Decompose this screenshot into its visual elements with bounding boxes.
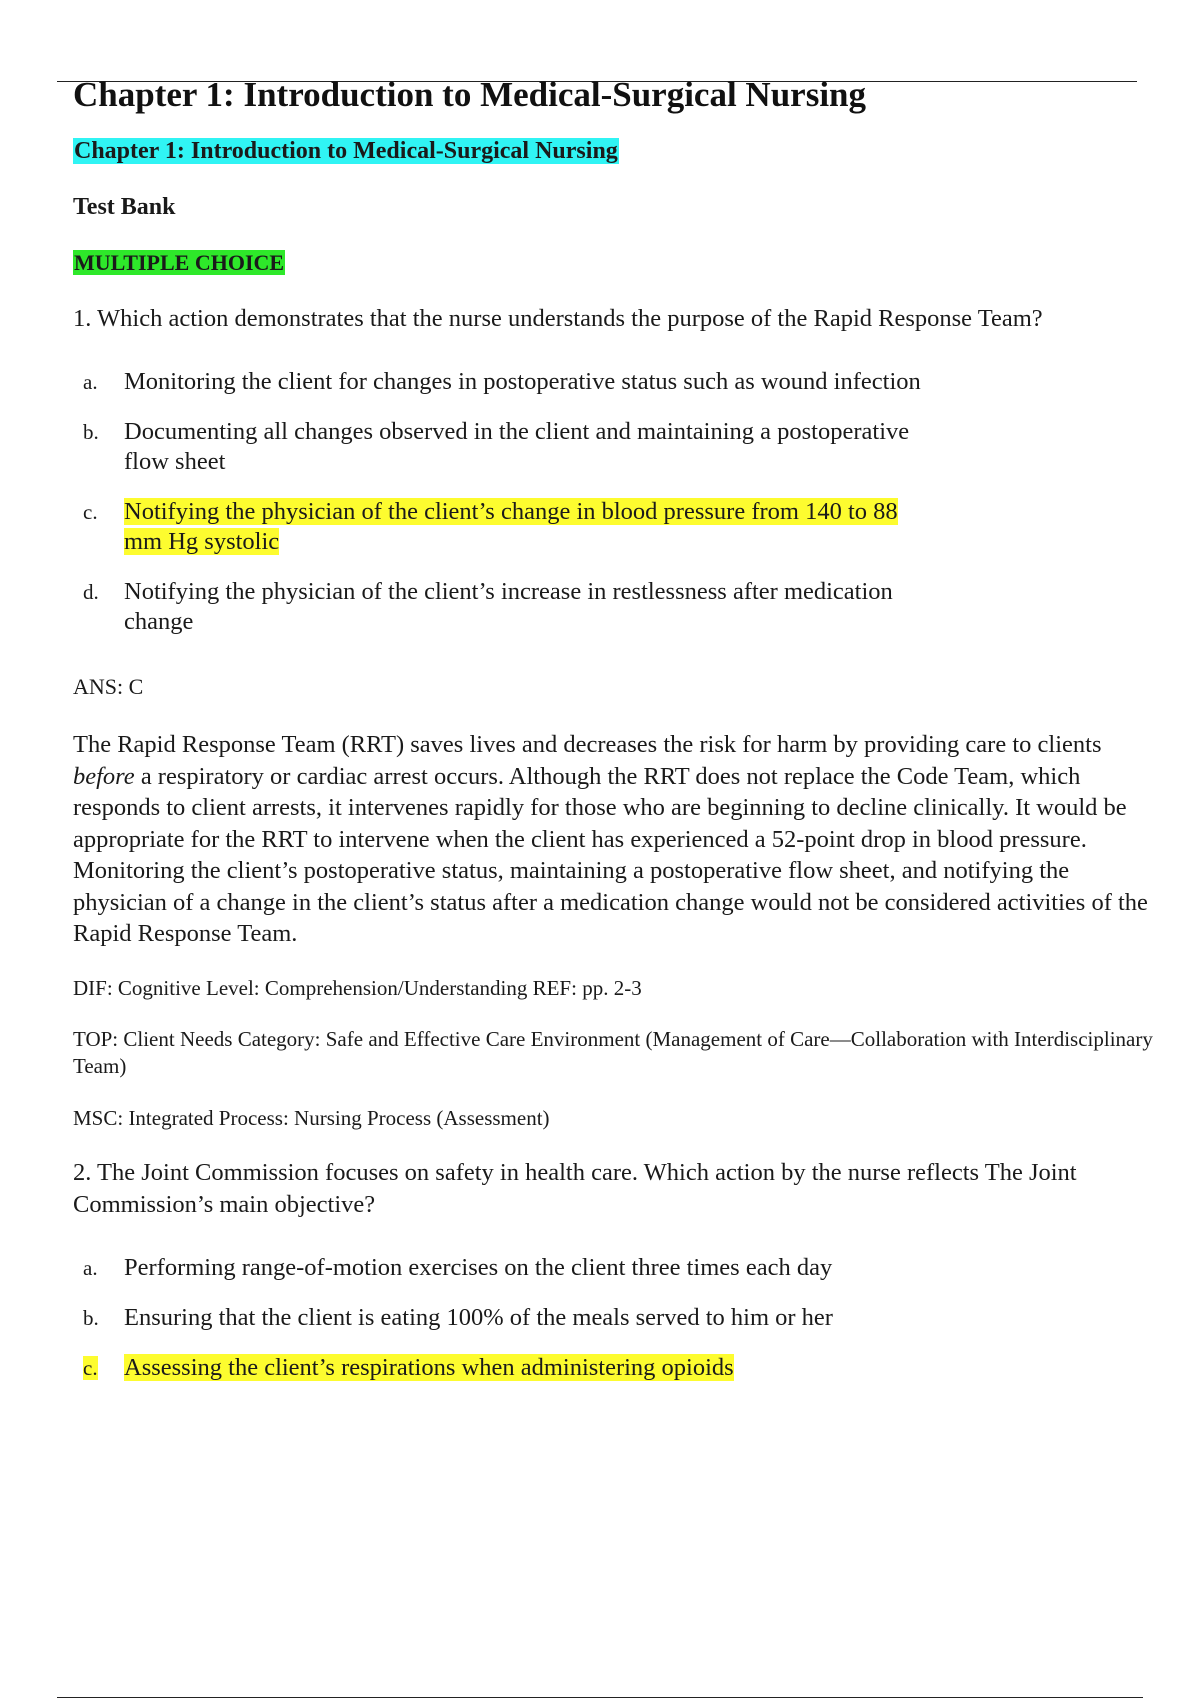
- msc-process: MSC: Integrated Process: Nursing Process (Assessment): [73, 1105, 550, 1130]
- option-text: Documenting all changes observed in the client and maintaining a postoperative flow sheet: [124, 418, 910, 475]
- question-2-options: [73, 1253, 1153, 1383]
- topic-category: TOP: Client Needs Category: Safe and Effective Care Environment (Management of Care—Collaboration with Interdisciplinary Team): [73, 1026, 1153, 1078]
- option-letter-wrapper: [73, 1353, 124, 1383]
- document-title: Chapter 1: Introduction to Medical-Surgical Nursing: [73, 75, 867, 114]
- option-1d: [73, 577, 1153, 637]
- option-text: Notifying the physician of the client’s increase in restlessness after medication change: [124, 578, 893, 635]
- option-2c-correct: [73, 1353, 1153, 1383]
- option-letter: a.: [83, 1255, 98, 1280]
- answer-key: ANS: C: [73, 674, 144, 699]
- option-2b: [73, 1303, 1153, 1333]
- section-heading-highlight: MULTIPLE CHOICE: [74, 250, 285, 275]
- option-2a: [73, 1253, 1153, 1283]
- option-letter: d.: [83, 580, 99, 604]
- document-page: [73, 72, 1153, 1403]
- chapter-heading: [73, 136, 1153, 166]
- correct-answer-highlight: Assessing the client’s respirations when administering opioids: [124, 1353, 734, 1381]
- option-text-wrapper: [124, 1353, 924, 1383]
- option-text: Monitoring the client for changes in postoperative status such as wound infection: [124, 368, 921, 395]
- option-letter: c.: [83, 500, 98, 524]
- bottom-rule: [57, 1697, 1143, 1698]
- option-letter: b.: [83, 420, 99, 444]
- option-text: Ensuring that the client is eating 100% of the meals served to him or her: [124, 1303, 833, 1331]
- option-text-wrapper: [124, 497, 924, 557]
- test-bank-heading: Test Bank: [73, 194, 176, 220]
- option-1b: [73, 417, 1153, 477]
- option-1a: [73, 367, 1153, 397]
- option-text: Performing range-of-motion exercises on the client three times each day: [124, 1253, 833, 1281]
- chapter-heading-highlight: Chapter 1: Introduction to Medical-Surgical Nursing: [74, 138, 618, 164]
- option-letter: a.: [83, 370, 98, 394]
- question-2-stem: 2. The Joint Commission focuses on safety in health care. Which action by the nurse reflects The Joint Commission’s main objective?: [73, 1158, 1077, 1218]
- difficulty-ref: DIF: Cognitive Level: Comprehension/Understanding REF: pp. 2-3: [73, 975, 642, 1000]
- option-letter: b.: [83, 1305, 99, 1330]
- section-heading: [73, 249, 1153, 277]
- option-1c-correct: [73, 497, 1153, 557]
- rationale-emphasis: before: [73, 762, 135, 790]
- rationale-text-2: a respiratory or cardiac arrest occurs. Although the RRT does not replace the Code Team, which responds to client arrests, it intervenes rapidly for those who are beginning to decline clinically. It would be appropriate for the RRT to intervene when the client has experienced a 52-point drop in blood pressure. Monitoring the client’s postoperative status, maintaining a postoperative flow sheet, and notifying the physician of a change in the client’s status after a medication change would not be considered activities of the Rapid Response Team.: [73, 762, 1148, 947]
- question-1-options: [73, 367, 1153, 637]
- rationale-text-1: The Rapid Response Team (RRT) saves lives and decreases the risk for harm by providing care to clients: [73, 731, 1102, 758]
- rationale-paragraph: [73, 729, 1153, 950]
- correct-letter-highlight: c.: [83, 1355, 98, 1380]
- question-1-stem: 1. Which action demonstrates that the nurse understands the purpose of the Rapid Response Team?: [73, 305, 1043, 332]
- correct-answer-highlight: Notifying the physician of the client’s change in blood pressure from 140 to 88 mm Hg systolic: [124, 498, 898, 555]
